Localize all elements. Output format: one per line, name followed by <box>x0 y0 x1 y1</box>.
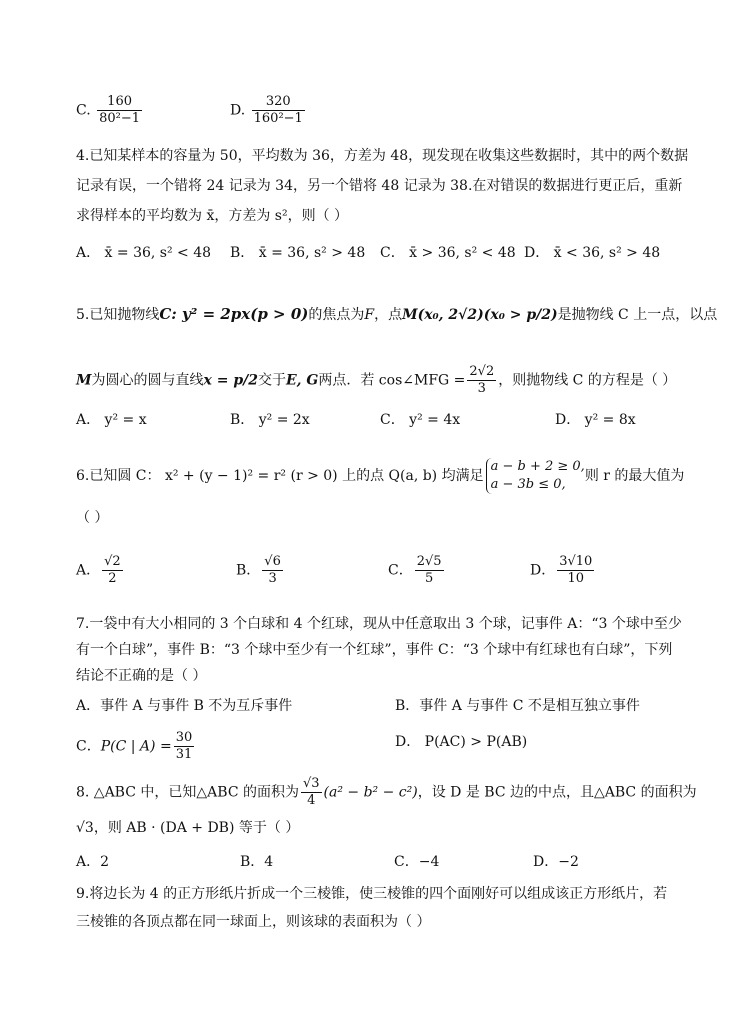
denominator: 10 <box>567 571 585 586</box>
numerator: 160 <box>97 94 142 111</box>
q4-text-line-3: 求得样本的平均数为 x̄，方差为 s²，则（ ） <box>76 208 349 224</box>
point-m-label: M <box>76 372 92 389</box>
text: 的焦点为 <box>308 307 365 323</box>
q4-option-b: B． x̄ = 36, s² > 48 <box>230 245 366 261</box>
q8-option-c: C．−4 <box>394 854 440 870</box>
q7-text-line-3: 结论不正确的是（ ） <box>76 668 207 684</box>
q5-option-c: C． y² = 4x <box>380 412 461 428</box>
fraction <box>252 94 305 127</box>
q3-option-c <box>76 94 144 127</box>
sqrt-three: √3 <box>76 820 94 836</box>
q6-option-c <box>388 554 446 587</box>
numerator: 320 <box>252 94 305 111</box>
text: 是抛物线 C 上一点，以点 <box>557 307 718 323</box>
numerator: √6 <box>264 554 281 569</box>
text: 6.已知圆 C： x² + (y − 1)² = r² (r > 0) 上的点 Q(a, b) 均满足 <box>76 468 484 484</box>
condition-2: a − 3b ≤ 0, <box>490 477 566 492</box>
q9-text-line-1: 9.将边长为 4 的正方形纸片折成一个三棱锥，使三棱锥的四个面刚好可以组成该正方形纸片，若 <box>76 886 668 902</box>
denominator: 5 <box>424 571 434 586</box>
option-label: A． <box>76 562 101 579</box>
denominator: 2 <box>108 571 117 586</box>
numerator: 3√10 <box>559 554 593 569</box>
q7-option-c <box>76 730 196 763</box>
q3-option-d <box>230 94 307 127</box>
text: 8. △ABC 中，已知△ABC 的面积为 <box>76 784 299 801</box>
option-label: B． <box>236 562 261 579</box>
text: ，设 D 是 BC 边的中点，且△ABC 的面积为 <box>417 784 697 801</box>
denominator: 160²−1 <box>253 111 303 126</box>
text: 5.已知抛物线 <box>76 307 160 323</box>
condition-1: a − b + 2 ≥ 0, <box>490 459 585 474</box>
denominator: 31 <box>175 747 193 762</box>
q5-option-b: B． y² = 2x <box>230 412 310 428</box>
numerator: 2√2 <box>469 364 495 379</box>
q4-option-a: A． x̄ = 36, s² < 48 <box>76 245 212 261</box>
q6-option-b <box>236 554 285 587</box>
numerator: √3 <box>302 776 320 791</box>
q7-option-b: B．事件 A 与事件 C 不是相互独立事件 <box>395 698 640 714</box>
numerator: √2 <box>104 554 121 569</box>
q8-text-line-1 <box>76 776 697 809</box>
parabola-equation: C: y² = 2px(p > 0) <box>159 305 309 323</box>
text: 两点．若 cos∠MFG = <box>318 372 466 389</box>
denominator: 4 <box>307 793 316 808</box>
conditions-brace <box>486 458 585 494</box>
denominator: 3 <box>477 381 486 396</box>
q5-option-d: D． y² = 8x <box>555 412 636 428</box>
points-eg: E, G <box>285 372 319 389</box>
q7-option-a: A．事件 A 与事件 B 不为互斥事件 <box>76 698 293 714</box>
q4-option-d: D． x̄ < 36, s² > 48 <box>524 245 661 261</box>
expression: P(C | A) = <box>100 738 172 755</box>
fraction <box>262 554 283 587</box>
q8-option-b: B．4 <box>240 854 274 870</box>
q6-option-a <box>76 554 125 587</box>
q4-option-c: C． x̄ > 36, s² < 48 <box>380 245 516 261</box>
q6-text-line-2: （ ） <box>76 510 109 526</box>
text: ，则抛物线 C 的方程是（ ） <box>498 372 677 389</box>
q7-option-d: D． P(AC) > P(AB) <box>395 734 528 750</box>
q5-text-line-2 <box>76 364 676 397</box>
fraction <box>301 776 322 809</box>
option-label: C. <box>76 102 91 119</box>
text: ，点 <box>374 307 403 323</box>
fraction <box>97 94 142 127</box>
line-equation: x = p/2 <box>203 372 258 389</box>
q8-text-line-2 <box>76 818 299 838</box>
q5-text-line-1 <box>76 304 717 325</box>
q8-option-d: D．−2 <box>533 854 579 870</box>
option-label: C． <box>76 738 101 755</box>
denominator: 3 <box>268 571 277 586</box>
q5-option-a: A． y² = x <box>76 412 147 428</box>
q4-text-line-1: 4.已知某样本的容量为 50，平均数为 36，方差为 48，现发现在收集这些数据时，其中的两个数据 <box>76 148 689 164</box>
text: 交于 <box>257 372 286 389</box>
fraction <box>102 554 123 587</box>
q8-option-a: A．2 <box>76 854 110 870</box>
denominator: 80²−1 <box>99 111 141 126</box>
fraction <box>557 554 594 587</box>
q4-text-line-2: 记录有误，一个错将 24 记录为 34，另一个错将 48 记录为 38.在对错误的数据进行更正后，重新 <box>76 178 683 194</box>
area-expression: (a² − b² − c²) <box>323 784 418 801</box>
point-m: M(x₀, 2√2)(x₀ > p/2) <box>402 307 558 323</box>
focus-label: F <box>364 307 375 323</box>
text: ，则 AB · (DA + DB) 等于（ ） <box>93 820 300 836</box>
fraction <box>467 364 496 397</box>
numerator: 30 <box>175 730 193 745</box>
q6-option-d <box>530 554 596 587</box>
q6-text-line-1 <box>76 458 684 494</box>
text: 则 r 的最大值为 <box>584 468 685 484</box>
q7-text-line-2: 有一个白球”，事件 B：“3 个球中至少有一个红球”，事件 C：“3 个球中有红球也有白球”，下列 <box>76 642 673 658</box>
option-label: D. <box>230 102 246 119</box>
option-label: C． <box>388 562 413 579</box>
fraction <box>415 554 444 587</box>
text: 为圆心的圆与直线 <box>91 372 204 389</box>
q9-text-line-2: 三棱锥的各顶点都在同一球面上，则该球的表面积为（ ） <box>76 914 431 930</box>
q7-text-line-1: 7.一袋中有大小相同的 3 个白球和 4 个红球，现从中任意取出 3 个球，记事件 A：“3 个球中至少 <box>76 616 682 632</box>
option-label: D． <box>530 562 556 579</box>
fraction <box>174 730 195 763</box>
numerator: 2√5 <box>416 554 442 569</box>
